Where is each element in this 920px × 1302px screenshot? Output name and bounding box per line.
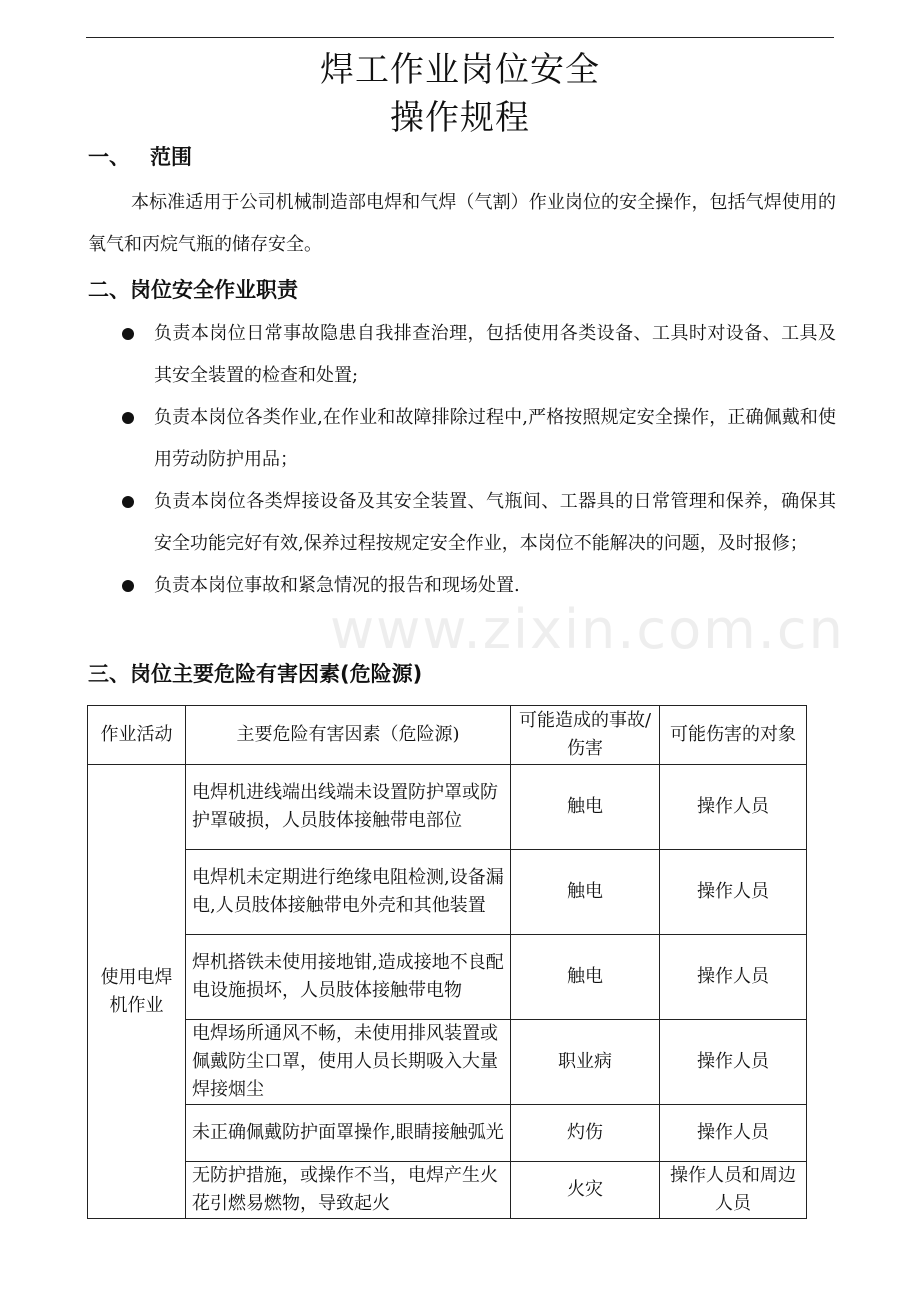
section-3-heading: 三、岗位主要危险有害因素(危险源)	[88, 662, 423, 686]
bullet-icon	[122, 328, 134, 340]
victim-cell: 操作人员	[660, 850, 807, 935]
document-title-line-1: 焊工作业岗位安全	[320, 50, 600, 90]
hazard-cell: 电焊场所通风不畅，未使用排风装置或佩戴防尘口罩，使用人员长期吸入大量焊接烟尘	[186, 1020, 511, 1105]
list-item	[120, 565, 836, 607]
table-row	[88, 1162, 807, 1219]
accident-cell: 灼伤	[511, 1105, 660, 1162]
hazard-cell: 电焊机未定期进行绝缘电阻检测,设备漏电,人员肢体接触带电外壳和其他装置	[186, 850, 511, 935]
table-row	[88, 1020, 807, 1105]
accident-cell: 触电	[511, 765, 660, 850]
header-victim: 可能伤害的对象	[660, 706, 807, 765]
section-1-heading	[88, 142, 192, 172]
list-item-text: 负责本岗位各类焊接设备及其安全装置、气瓶间、工器具的日常管理和保养，确保其安全功能完好有效,保养过程按规定安全作业，本岗位不能解决的问题，及时报修；	[154, 491, 836, 554]
list-item-text: 负责本岗位各类作业,在作业和故障排除过程中,严格按照规定安全操作，正确佩戴和使用劳动防护用品；	[154, 407, 836, 470]
section-1-title: 范围	[150, 145, 192, 169]
accident-cell: 触电	[511, 935, 660, 1020]
victim-cell: 操作人员和周边人员	[660, 1162, 807, 1219]
section-1-number: 一、	[88, 145, 130, 169]
hazard-table	[87, 705, 807, 1219]
table-header-row	[88, 706, 807, 765]
list-item	[120, 481, 836, 565]
hazard-cell: 电焊机进线端出线端未设置防护罩或防护罩破损，人员肢体接触带电部位	[186, 765, 511, 850]
victim-cell: 操作人员	[660, 1020, 807, 1105]
list-item	[120, 397, 836, 481]
victim-cell: 操作人员	[660, 765, 807, 850]
hazard-cell: 未正确佩戴防护面罩操作,眼睛接触弧光	[186, 1105, 511, 1162]
list-item-text: 负责本岗位日常事故隐患自我排查治理，包括使用各类设备、工具时对设备、工具及其安全装置的检查和处置;	[154, 323, 836, 386]
accident-cell: 火灾	[511, 1162, 660, 1219]
hazard-cell: 焊机搭铁未使用接地钳,造成接地不良配电设施损坏，人员肢体接触带电物	[186, 935, 511, 1020]
bullet-icon	[122, 496, 134, 508]
header-rule	[86, 37, 834, 38]
bullet-icon	[122, 580, 134, 592]
list-item	[120, 313, 836, 397]
victim-cell: 操作人员	[660, 1105, 807, 1162]
table-row	[88, 765, 807, 850]
hazard-cell: 无防护措施，或操作不当，电焊产生火花引燃易燃物，导致起火	[186, 1162, 511, 1219]
section-2-heading: 二、岗位安全作业职责	[88, 278, 298, 302]
table-row	[88, 850, 807, 935]
header-activity: 作业活动	[88, 706, 186, 765]
accident-cell: 触电	[511, 850, 660, 935]
section-1-paragraph: 本标准适用于公司机械制造部电焊和气焊（气割）作业岗位的安全操作，包括气焊使用的氧气和丙烷气瓶的储存安全。	[88, 192, 836, 255]
watermark: www.zixin.com.cn	[330, 598, 845, 661]
header-hazard: 主要危险有害因素（危险源)	[186, 706, 511, 765]
victim-cell: 操作人员	[660, 935, 807, 1020]
table-row	[88, 935, 807, 1020]
activity-cell: 使用电焊机作业	[88, 765, 186, 1219]
bullet-icon	[122, 412, 134, 424]
document-title-line-2: 操作规程	[390, 98, 530, 138]
table-row	[88, 1105, 807, 1162]
list-item-text: 负责本岗位事故和紧急情况的报告和现场处置.	[154, 575, 520, 596]
accident-cell: 职业病	[511, 1020, 660, 1105]
responsibility-list	[120, 313, 836, 607]
header-accident: 可能造成的事故/伤害	[511, 706, 660, 765]
